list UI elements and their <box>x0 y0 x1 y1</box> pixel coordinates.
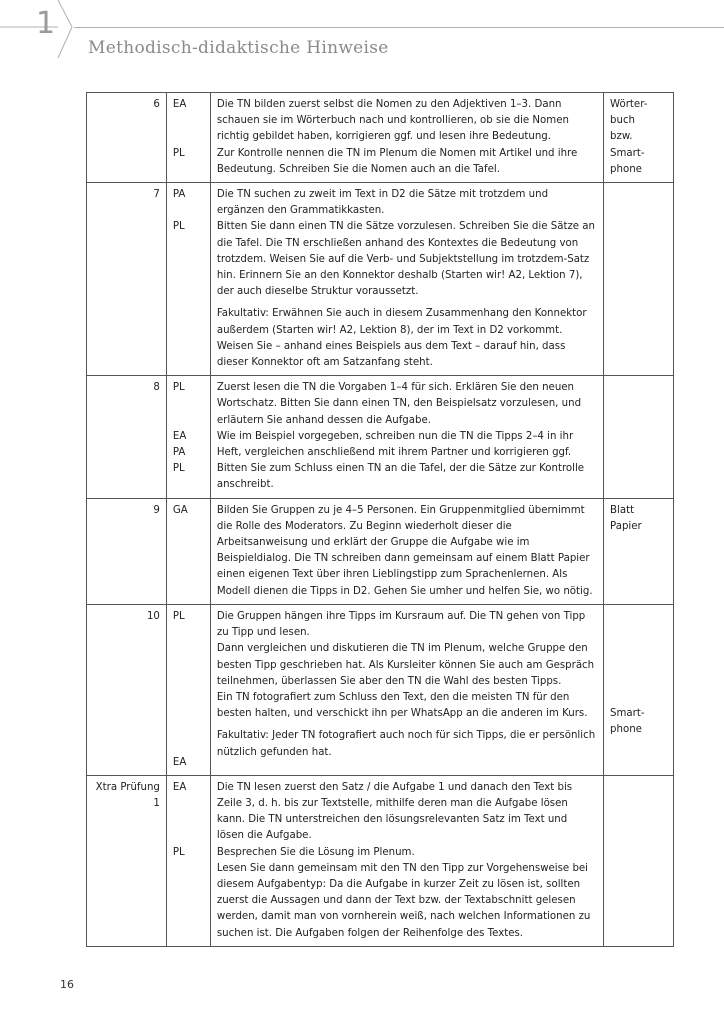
section-title: Methodisch-didaktische Hinweise <box>88 38 389 58</box>
social-form: EA <box>172 781 187 793</box>
instruction-paragraph: Besprechen Sie die Lösung im Plenum. <box>216 846 415 858</box>
header-rule <box>74 27 724 28</box>
social-form-cell <box>166 498 210 604</box>
instruction-paragraph: Bitten Sie dann einen TN die Sätze vorzulesen. Schreiben Sie die Sätze an die Tafel. Die TN erschließen anhand des Kontextes die Bedeutung von trotzdem. Weisen Sie auf die Verb- und Subjektstellung im trotzdem-Satz hin. Erinnern Sie an den Konnektor deshalb (Starten wir! A2, Lektion 7), der auch dieselbe Struktur voraussetzt. <box>216 221 595 298</box>
material-text: Wörter- <box>610 99 648 110</box>
chapter-number: 1 <box>36 6 56 41</box>
material-text: bzw. <box>610 131 633 143</box>
exercise-number: Xtra Prüfung 1 <box>87 775 167 946</box>
instruction-paragraph: Bilden Sie Gruppen zu je 4–5 Personen. Ein Gruppenmitglied übernimmt die Rolle des Moderators. Zu Beginn wiederholt dieser die Arbeitsanweisung und erklärt der Gruppe die Aufgabe wie im Beispieldialog. Die TN schreiben dann gemeinsam auf einem Blatt Papier einen eigenen Text über ihren Lieblingstipp zum Sprachenlernen. Als Modell dienen die Tipps in D2. Gehen Sie umher und helfen Sie, wo nötig. <box>216 504 593 597</box>
instruction-paragraph: Die TN bilden zuerst selbst die Nomen zu den Adjektiven 1–3. Dann schauen sie im Wörterbuch nach und kontrollieren, ob sie die Nomen richtig gebildet haben, korrigieren ggf. und lesen ihre Bedeutung. <box>216 99 569 143</box>
social-form-cell <box>166 775 210 946</box>
exercise-number: 8 <box>87 376 167 498</box>
material-text: Papier <box>610 520 642 532</box>
lesson-table <box>86 92 674 947</box>
instruction-cell <box>210 376 603 498</box>
social-form: PL <box>172 221 185 233</box>
materials-cell <box>604 498 674 604</box>
instruction-paragraph: Wie im Beispiel vorgegeben, schreiben nun die TN die Tipps 2–4 in ihr Heft, vergleichen anschließend mit ihrem Partner und korrigieren ggf. <box>216 430 574 459</box>
social-form-cell <box>166 604 210 775</box>
table-row <box>87 93 674 183</box>
social-form-cell <box>166 376 210 498</box>
materials-cell <box>604 93 674 183</box>
material-text: Smart- <box>610 708 645 720</box>
exercise-number: 10 <box>87 604 167 775</box>
instruction-paragraph: Dann vergleichen und diskutieren die TN im Plenum, welche Gruppe den besten Tipp geschrieben hat. Als Kursleiter können Sie auch am Gespräch teilnehmen, überlassen Sie aber den TN die Wahl des besten Tipps. <box>216 643 595 687</box>
social-form: PL <box>172 610 185 622</box>
optional-paragraph: Fakultativ: Erwähnen Sie auch in diesem Zusammenhang den Konnektor außerdem (Starten wir! A2, Lektion 8), der im Text in D2 vorkommt. Weisen Sie – anhand eines Beispiels aus dem Text – darauf hin, dass dieser Konnektor oft am Satzanfang steht. <box>216 308 587 369</box>
social-form: PA <box>172 447 186 459</box>
materials-cell <box>604 376 674 498</box>
social-form: GA <box>172 504 188 516</box>
instruction-cell <box>210 498 603 604</box>
social-form: PL <box>172 846 185 858</box>
material-text: Smart- <box>610 147 645 159</box>
instruction-paragraph: Ein TN fotografiert zum Schluss den Text, den die meisten TN für den besten halten, und verschickt ihn per WhatsApp an die anderen im Kurs. <box>216 691 588 720</box>
instruction-cell <box>210 604 603 775</box>
table-row <box>87 604 674 775</box>
page-number: 16 <box>60 978 74 991</box>
material-text: phone <box>610 163 642 175</box>
materials-cell <box>604 183 674 376</box>
social-form: EA <box>172 756 187 768</box>
table-row <box>87 775 674 946</box>
instruction-paragraph: Die Gruppen hängen ihre Tipps im Kursraum auf. Die TN gehen von Tipp zu Tipp und lesen. <box>216 610 586 639</box>
instruction-cell <box>210 183 603 376</box>
instruction-paragraph: Bitten Sie zum Schluss einen TN an die Tafel, der die Sätze zur Kontrolle anschreibt. <box>216 463 585 491</box>
social-form: PL <box>172 463 185 475</box>
social-form: PL <box>172 382 185 394</box>
chapter-tab <box>0 0 80 58</box>
social-form: EA <box>172 430 187 442</box>
material-text: buch <box>610 115 636 127</box>
instruction-paragraph: Zur Kontrolle nennen die TN im Plenum die Nomen mit Artikel und ihre Bedeutung. Schreiben Sie die Nomen auch an die Tafel. <box>216 147 578 175</box>
table-row <box>87 376 674 498</box>
exercise-number: 7 <box>87 183 167 376</box>
exercise-number: 9 <box>87 498 167 604</box>
instruction-paragraph: Die TN suchen zu zweit im Text in D2 die Sätze mit trotzdem und ergänzen den Grammatikkasten. <box>216 189 549 217</box>
optional-paragraph: Fakultativ: Jeder TN fotografiert auch noch für sich Tipps, die er persönlich nützlich gefunden hat. <box>216 730 596 758</box>
instruction-paragraph: Zuerst lesen die TN die Vorgaben 1–4 für sich. Erklären Sie den neuen Wortschatz. Bitten Sie dann einen TN, den Beispielsatz vorzulesen, und erläutern Sie anhand dessen die Aufgabe. <box>216 382 582 426</box>
instruction-cell <box>210 93 603 183</box>
material-text: phone <box>610 724 642 736</box>
instruction-cell <box>210 775 603 946</box>
social-form: EA <box>172 99 187 110</box>
table-row <box>87 183 674 376</box>
instruction-paragraph: Lesen Sie dann gemeinsam mit den TN den Tipp zur Vorgehensweise bei diesem Aufgabentyp: Da die Aufgabe in kurzer Zeit zu lösen ist, sollten zuerst die Aussagen und dann der Text bzw. der Textabschnitt gelesen werden, damit man von vornherein weiß, nach welchen Informationen zu suchen ist. Die Aufgaben folgen der Reihenfolge des Textes. <box>216 862 591 939</box>
social-form-cell <box>166 183 210 376</box>
social-form: PA <box>172 189 186 201</box>
instruction-paragraph: Die TN lesen zuerst den Satz / die Aufgabe 1 und danach den Text bis Zeile 3, d. h. bis zur Textstelle, mithilfe deren man die Aufgabe lösen kann. Die TN unterstreichen den lösungsrelevanten Satz im Text und lösen die Aufgabe. <box>216 781 573 842</box>
materials-cell <box>604 775 674 946</box>
materials-cell <box>604 604 674 775</box>
table-row <box>87 498 674 604</box>
exercise-number: 6 <box>87 93 167 183</box>
social-form-cell <box>166 93 210 183</box>
material-text: Blatt <box>610 504 635 516</box>
social-form: PL <box>172 147 185 159</box>
